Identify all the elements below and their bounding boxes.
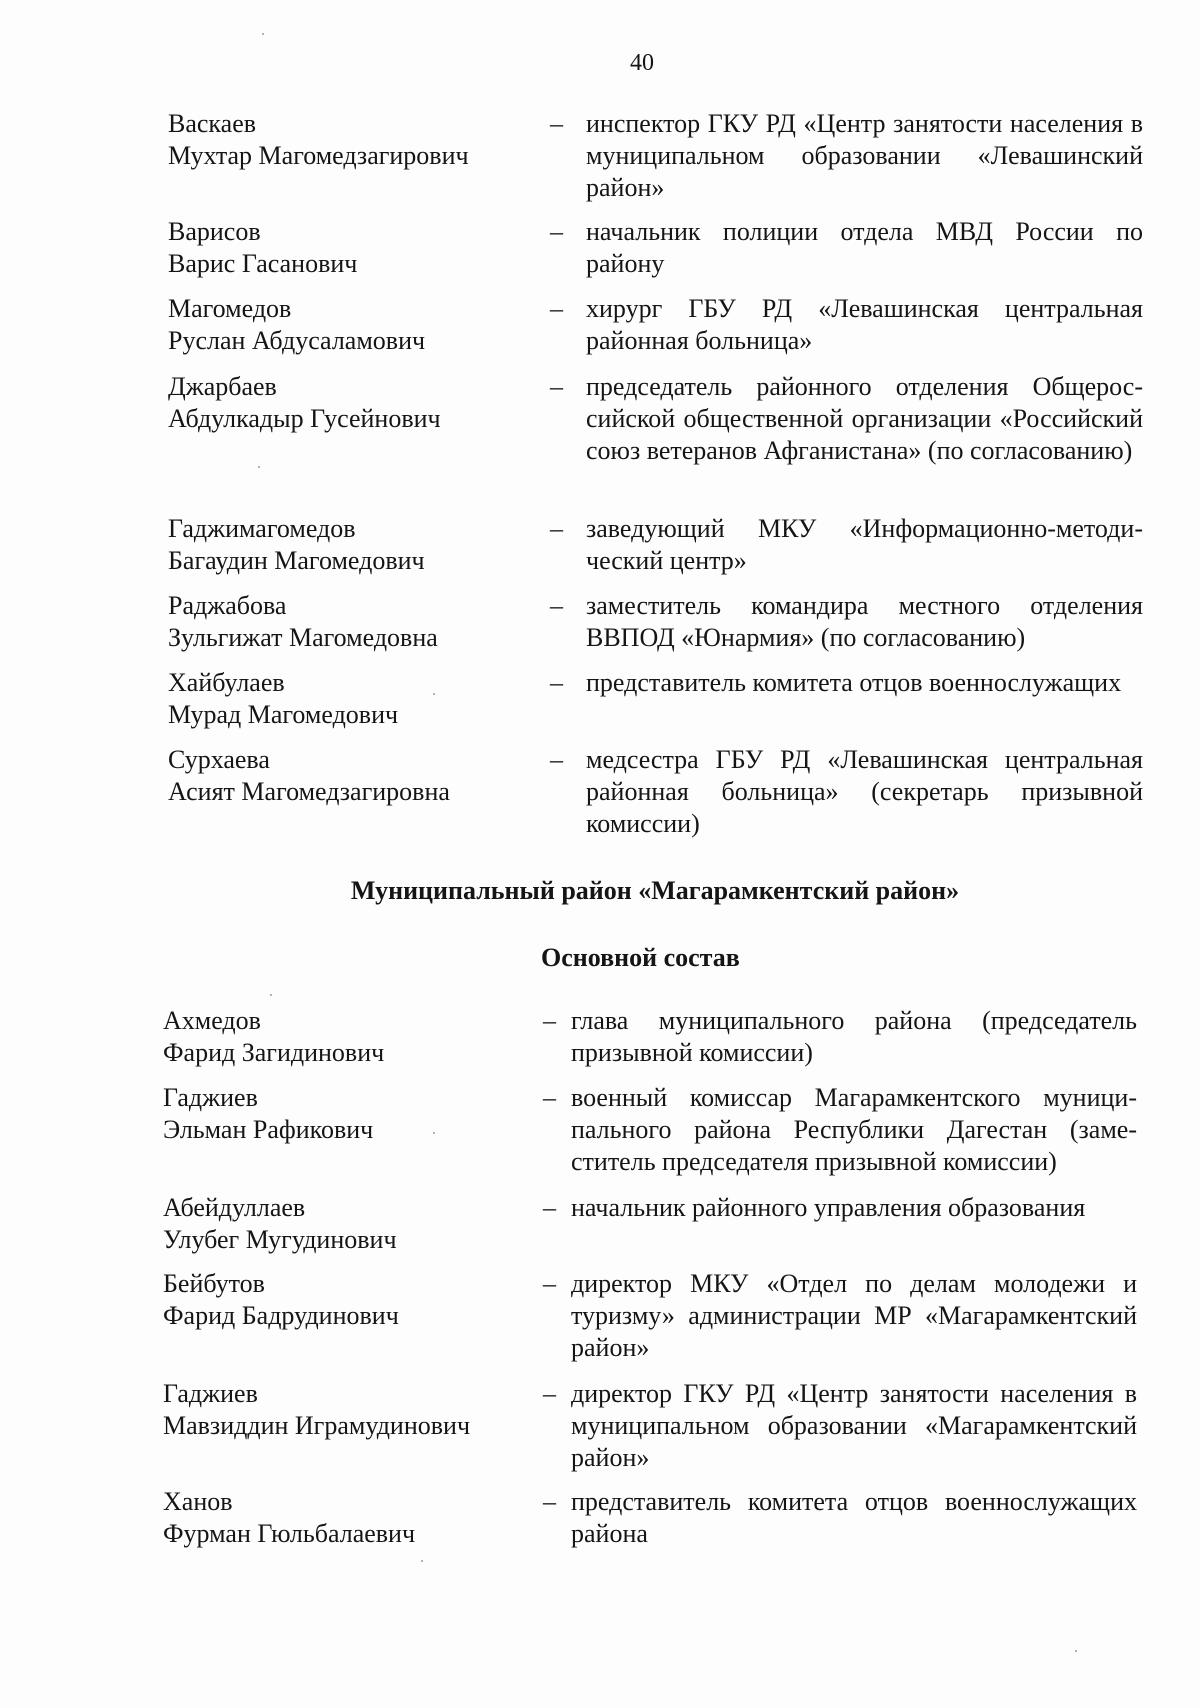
member-surname: Бейбутов bbox=[163, 1269, 265, 1298]
member-name bbox=[163, 1082, 523, 1146]
member-role: начальник районного управления образования bbox=[571, 1193, 1086, 1222]
member-name bbox=[168, 216, 528, 280]
scan-speck bbox=[270, 994, 272, 996]
member-given-name: Мурад Магомедович bbox=[168, 700, 399, 729]
member-given-name: Руслан Абдусаламович bbox=[168, 326, 426, 355]
member-name bbox=[168, 513, 528, 577]
member-name bbox=[163, 1268, 523, 1332]
scan-speck bbox=[1075, 1650, 1077, 1652]
member-name bbox=[168, 667, 528, 731]
dash-separator: – bbox=[550, 372, 563, 401]
member-role: представитель комитета отцов военнослужащих района bbox=[571, 1487, 1137, 1548]
scan-speck bbox=[262, 33, 264, 35]
member-given-name: Багаудин Магомедович bbox=[168, 546, 425, 575]
member-given-name: Фарид Бадрудинович bbox=[163, 1301, 399, 1330]
composition-subheading: Основной состав bbox=[541, 943, 740, 972]
member-name bbox=[163, 1192, 523, 1256]
member-role: инспектор ГКУ РД «Центр занятости населения в муниципальном образовании «Левашинский район» bbox=[586, 109, 1143, 202]
member-name bbox=[163, 1378, 523, 1442]
member-given-name: Фурман Гюльбалаевич bbox=[163, 1519, 416, 1548]
member-surname: Джарбаев bbox=[168, 372, 277, 401]
member-surname: Гаджиев bbox=[163, 1379, 258, 1408]
scan-speck bbox=[433, 1132, 435, 1134]
dash-separator: – bbox=[550, 109, 563, 138]
dash-separator: – bbox=[550, 668, 563, 697]
dash-separator: – bbox=[550, 514, 563, 543]
member-surname: Сурхаева bbox=[168, 745, 270, 774]
member-role: директор МКУ «Отдел по делам молодежи и туризму» администрации МР «Магарамкентский район» bbox=[571, 1269, 1137, 1362]
member-surname: Раджабова bbox=[168, 591, 287, 620]
member-role: медсестра ГБУ РД «Левашинская центральная районная больница» (секретарь призывной комиссии) bbox=[586, 745, 1143, 838]
member-surname: Гаджимагомедов bbox=[168, 514, 356, 543]
member-given-name: Мухтар Магомедзагирович bbox=[168, 141, 469, 170]
member-given-name: Эльман Рафикович bbox=[163, 1115, 374, 1144]
member-given-name: Асият Магомедзагировна bbox=[168, 777, 450, 806]
member-given-name: Абдулкадыр Гусейнович bbox=[168, 404, 441, 433]
member-given-name: Варис Гасанович bbox=[168, 249, 358, 278]
member-role: начальник полиции отдела МВД России по району bbox=[586, 217, 1143, 278]
dash-separator: – bbox=[550, 591, 563, 620]
dash-separator: – bbox=[550, 745, 563, 774]
member-surname: Гаджиев bbox=[163, 1083, 258, 1112]
dash-separator: – bbox=[543, 1083, 556, 1112]
member-role: глава муниципального района (председатель призывной комиссии) bbox=[571, 1006, 1137, 1067]
member-role: представитель комитета отцов военнослужащих bbox=[586, 668, 1122, 697]
member-name bbox=[163, 1005, 523, 1069]
member-surname: Варисов bbox=[168, 217, 261, 246]
member-surname: Абейдуллаев bbox=[163, 1193, 306, 1222]
dash-separator: – bbox=[543, 1487, 556, 1516]
scan-speck bbox=[421, 1560, 423, 1562]
member-name bbox=[168, 744, 528, 808]
member-role: хирург ГБУ РД «Левашинская центральная районная больница» bbox=[586, 294, 1143, 355]
member-role: военный комиссар Магарамкентского муниципального района Республики Дагестан (заместитель председателя призывной комиссии) bbox=[571, 1083, 1137, 1176]
member-given-name: Мавзиддин Играмудинович bbox=[163, 1411, 471, 1440]
member-name bbox=[168, 108, 528, 172]
member-given-name: Зульгижат Магомедовна bbox=[168, 623, 438, 652]
page-number: 40 bbox=[630, 50, 654, 76]
member-name bbox=[163, 1486, 523, 1550]
scan-speck bbox=[258, 466, 260, 468]
dash-separator: – bbox=[543, 1379, 556, 1408]
dash-separator: – bbox=[543, 1193, 556, 1222]
member-role: заместитель командира местного отделения ВВПОД «Юнармия» (по согласованию) bbox=[586, 591, 1143, 652]
member-name bbox=[168, 371, 528, 435]
member-given-name: Фарид Загидинович bbox=[163, 1038, 385, 1067]
member-role: председатель районного отделения Общероссийской общественной организации «Российский союз ветеранов Афганистана» (по согласованию) bbox=[586, 372, 1143, 465]
member-role: директор ГКУ РД «Центр занятости населения в муниципальном образовании «Магарамкентский район» bbox=[571, 1379, 1137, 1472]
district-heading: Муниципальный район «Магарамкентский район» bbox=[350, 876, 960, 905]
member-role: заведующий МКУ «Информационно-методический центр» bbox=[586, 514, 1143, 575]
member-name bbox=[168, 590, 528, 654]
member-surname: Магомедов bbox=[168, 294, 292, 323]
member-name bbox=[168, 293, 528, 357]
member-surname: Васкаев bbox=[168, 109, 257, 138]
member-surname: Ханов bbox=[163, 1487, 233, 1516]
member-surname: Ахмедов bbox=[163, 1006, 261, 1035]
dash-separator: – bbox=[543, 1269, 556, 1298]
dash-separator: – bbox=[543, 1006, 556, 1035]
dash-separator: – bbox=[550, 294, 563, 323]
member-given-name: Улубег Мугудинович bbox=[163, 1225, 397, 1254]
scan-speck bbox=[433, 693, 435, 695]
member-surname: Хайбулаев bbox=[168, 668, 285, 697]
dash-separator: – bbox=[550, 217, 563, 246]
